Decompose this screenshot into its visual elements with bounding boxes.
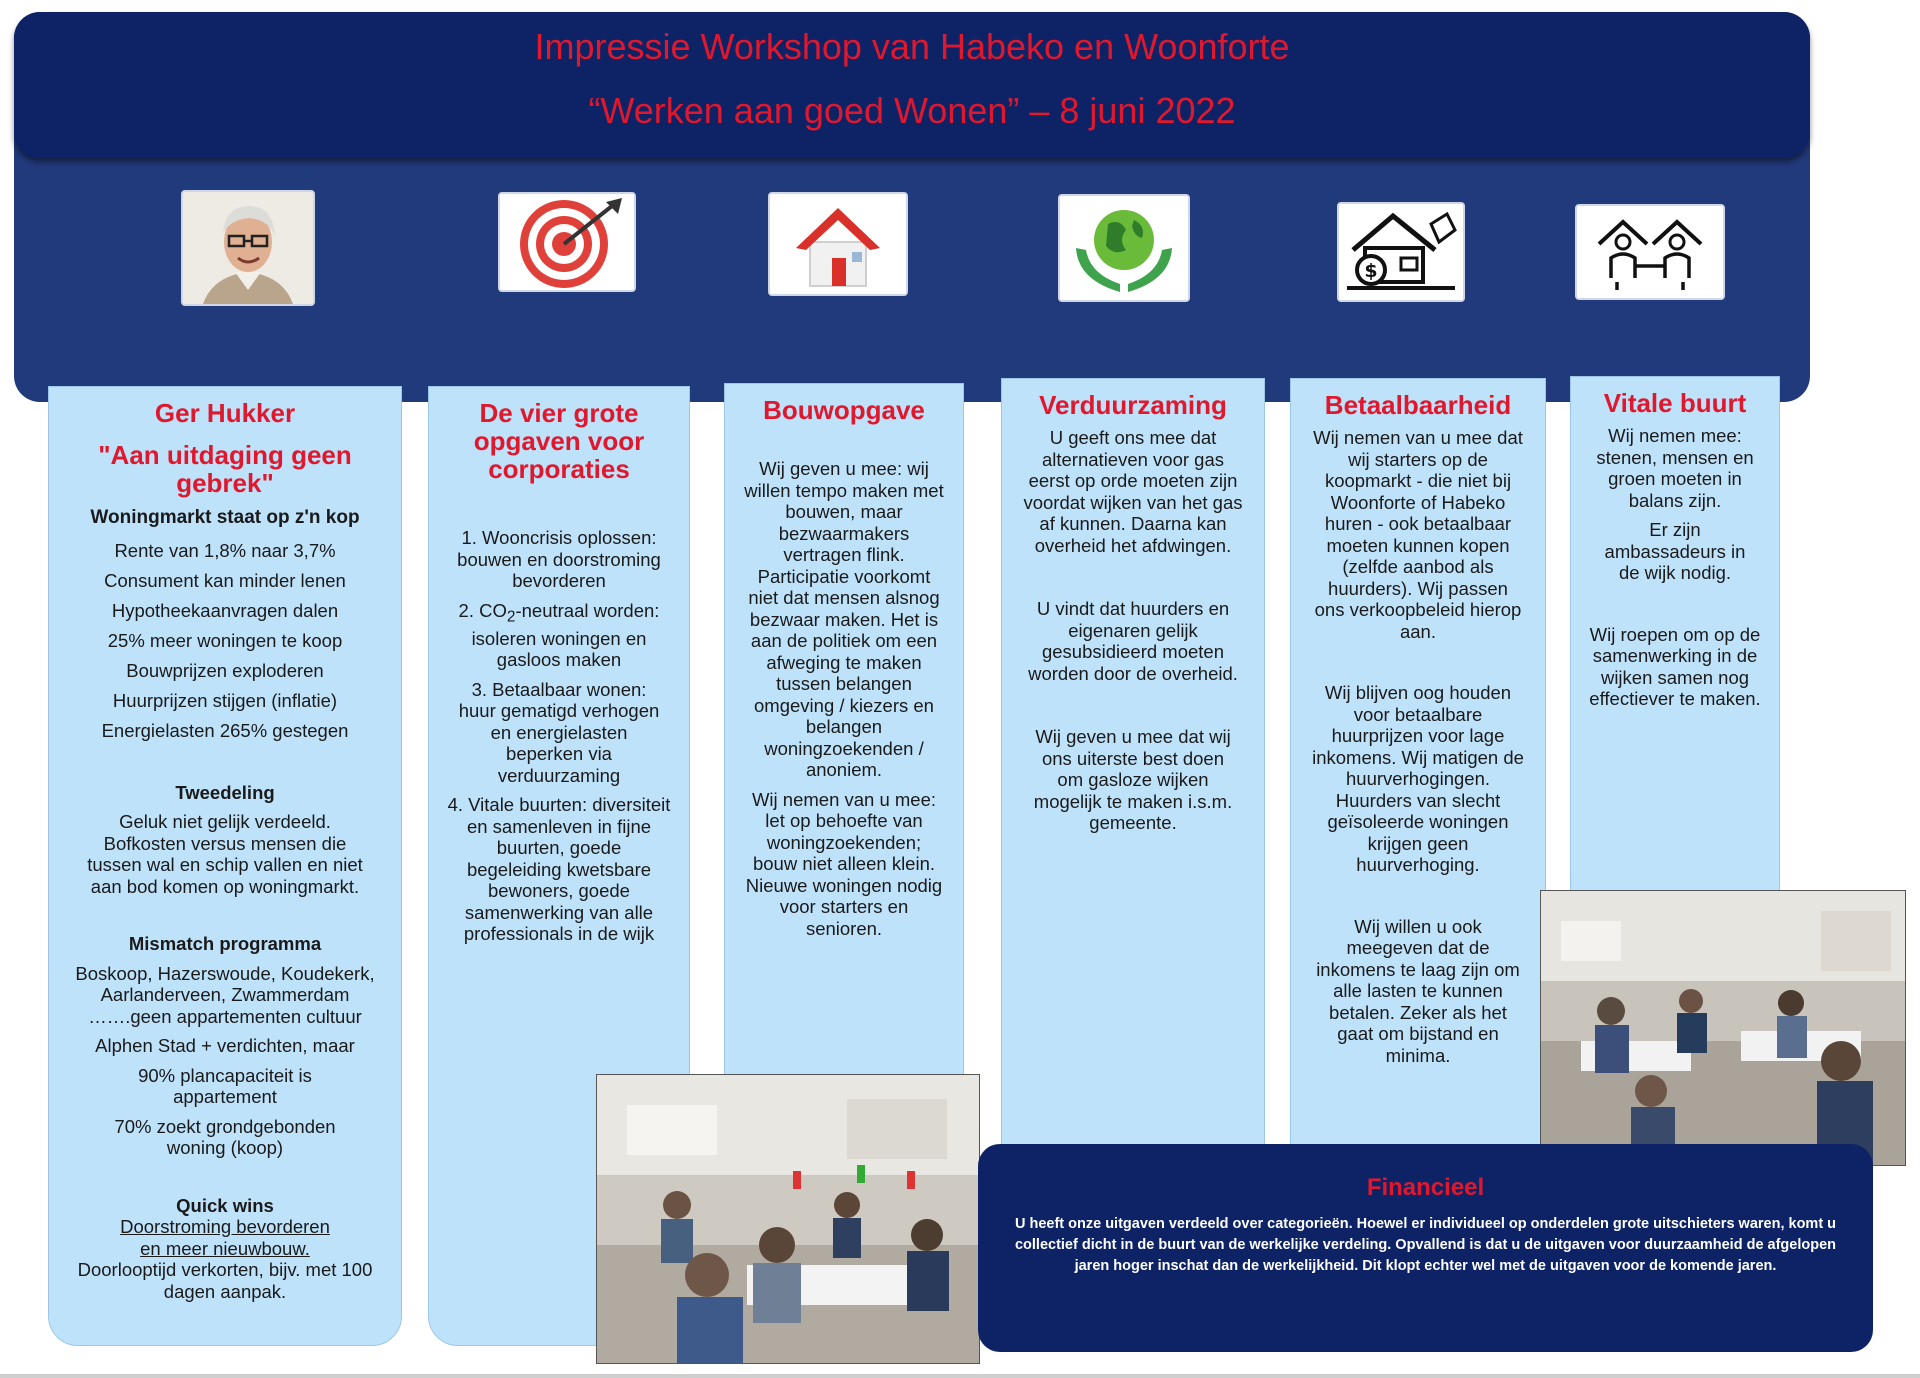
financial-title: Financieel <box>1366 1174 1485 1201</box>
text-fragment: -neutraal worden: isoleren woningen en gasloos maken <box>471 599 660 671</box>
section-heading: Woningmarkt staat op z'n kop <box>90 507 360 528</box>
card-title: Verduurzaming <box>1039 390 1227 420</box>
list-item: 4. Vitale buurten: diversiteit en samenleven in fijne buurten, goede begeleiding kwetsbare bewoners, goede samenwerking van alle professionals in de wijk <box>447 794 671 945</box>
list-item: Bouwprijzen exploderen <box>126 659 324 681</box>
paragraph: U geeft ons mee dat alternatieven voor gas eerst op orde moeten zijn voordat wijken van het gas af kunnen. Daarna kan overheid het afdwingen. <box>1023 427 1243 556</box>
card-title: Bouwopgave <box>763 395 925 425</box>
portrait-photo-icon <box>181 190 315 306</box>
house-money-icon <box>1337 202 1465 302</box>
text-fragment: 2. CO <box>458 599 507 621</box>
workshop-photo-right <box>1540 890 1906 1166</box>
card-betaalbaarheid <box>1290 378 1546 1148</box>
paragraph: Geluk niet gelijk verdeeld. Bofkosten versus mensen die tussen wal en schip vallen en niet aan bod komen op woningmarkt. <box>87 811 363 897</box>
paragraph: Wij geven u mee dat wij ons uiterste best doen om gasloze wijken mogelijk te maken i.s.m. gemeente. <box>1033 726 1233 833</box>
globe-hands-icon <box>1058 194 1190 302</box>
list-item: Consument kan minder lenen <box>104 569 346 591</box>
paragraph: Alphen Stad + verdichten, maar <box>95 1035 355 1056</box>
card-ger-hukker <box>48 386 402 1346</box>
target-icon <box>498 192 636 292</box>
list-item: Rente van 1,8% naar 3,7% <box>114 539 336 561</box>
neighbors-icon <box>1575 204 1725 300</box>
paragraph: 90% plancapaciteit is appartement <box>138 1064 312 1107</box>
paragraph: U vindt dat huurders en eigenaren gelijk gesubsidieerd moeten worden door de overheid. <box>1028 598 1238 684</box>
bullet-list <box>49 536 401 746</box>
paragraph: Wij blijven oog houden voor betaalbare huurprijzen voor lage inkomens. Wij matigen de huurverhogingen. Huurders van slecht geïsoleerde woningen krijgen geen huurverhoging. <box>1312 682 1524 875</box>
paragraph: Doorstroming bevorderen <box>120 1216 330 1237</box>
list-item: 25% meer woningen te koop <box>107 629 343 651</box>
bottom-divider <box>0 1374 1920 1378</box>
list-item: Huurprijzen stijgen (inflatie) <box>112 689 338 711</box>
list-item <box>429 600 689 671</box>
card-title: Ger Hukker <box>154 398 296 428</box>
card-title: Vitale buurt <box>1603 388 1747 418</box>
svg-text:$: $ <box>1364 260 1378 282</box>
list-item: 1. Wooncrisis oplossen: bouwen en doorstroming bevorderen <box>457 527 661 591</box>
section-heading: Quick wins <box>176 1194 274 1216</box>
card-quote: "Aan uitdaging geen gebrek" <box>98 440 352 498</box>
paragraph: Wij nemen van u mee dat wij starters op de koopmarkt - die niet bij Woonforte of Habeko huren - ook betaalbaar moeten kunnen kopen (zelfde aanbod als huurders). Wij passen ons verkoopbeleid hierop aan. <box>1313 427 1523 642</box>
card-bouwopgave <box>724 383 964 1083</box>
paragraph: Er zijn ambassadeurs in de wijk nodig. <box>1604 519 1746 583</box>
paragraph: Boskoop, Hazerswoude, Koudekerk, Aarlanderveen, Zwammerdam …….geen appartementen cultuur <box>75 962 375 1027</box>
card-verduurzaming <box>1001 378 1265 1148</box>
paragraph: Wij nemen van u mee: let op behoefte van woningzoekenden; bouw niet alleen klein. Nieuwe woningen nodig voor starters en senioren. <box>745 788 943 939</box>
paragraph: Wij nemen mee: stenen, mensen en groen moeten in balans zijn. <box>1596 425 1754 511</box>
page-title: Impressie Workshop van Habeko en Woonforte <box>534 26 1290 67</box>
financial-text: U heeft onze uitgaven verdeeld over categorieën. Hoewel er individueel op onderdelen grote uitschieters waren, komt u collectief dicht in de buurt van de werkelijke verdeling. Opvallend is dat u de uitgaven voor duurzaamheid de afgelopen jaren hoger inschat dan de werkelijkheid. Dit klopt echter wel met de uitgaven voor de komende jaren. <box>1014 1216 1837 1274</box>
list-item: 3. Betaalbaar wonen: huur gematigd verhogen en energielasten beperken via verduurzaming <box>458 678 660 786</box>
subscript: 2 <box>506 608 516 626</box>
section-heading: Mismatch programma <box>128 933 322 954</box>
paragraph: Wij geven u mee: wij willen tempo maken met bouwen, maar bezwaarmakers vertragen flink. Participatie voorkomt niet dat mensen alsnog bezwaar maken. Het is aan de politiek om een afweging te maken tussen belangen omgeving / kiezers en belangen woningzoekenden / anoniem. <box>744 458 944 780</box>
card-vitale-buurt <box>1570 376 1780 896</box>
paragraph: en meer nieuwbouw. <box>140 1237 310 1259</box>
paragraph: 70% zoekt grondgebonden woning (koop) <box>114 1115 336 1158</box>
page-subtitle: “Werken aan goed Wonen” – 8 juni 2022 <box>588 90 1236 131</box>
paragraph: Wij roepen om op de samenwerking in de wijken samen nog effectiever te maken. <box>1589 623 1761 709</box>
financial-panel <box>978 1144 1873 1352</box>
card-title: De vier grote opgaven voor corporaties <box>473 398 645 484</box>
list-item: Energielasten 265% gestegen <box>101 719 349 741</box>
list-item: Hypotheekaanvragen dalen <box>111 599 339 621</box>
paragraph: Doorlooptijd verkorten, bijv. met 100 dagen aanpak. <box>77 1259 373 1302</box>
paragraph: Wij willen u ook meegeven dat de inkomens te laag zijn om alle lasten te kunnen betalen. Zeker als het gaat om bijstand en minima. <box>1316 915 1520 1066</box>
card-title: Betaalbaarheid <box>1324 390 1512 420</box>
section-heading: Tweedeling <box>175 781 275 803</box>
house-icon <box>768 192 908 296</box>
workshop-photo-left <box>596 1074 980 1364</box>
